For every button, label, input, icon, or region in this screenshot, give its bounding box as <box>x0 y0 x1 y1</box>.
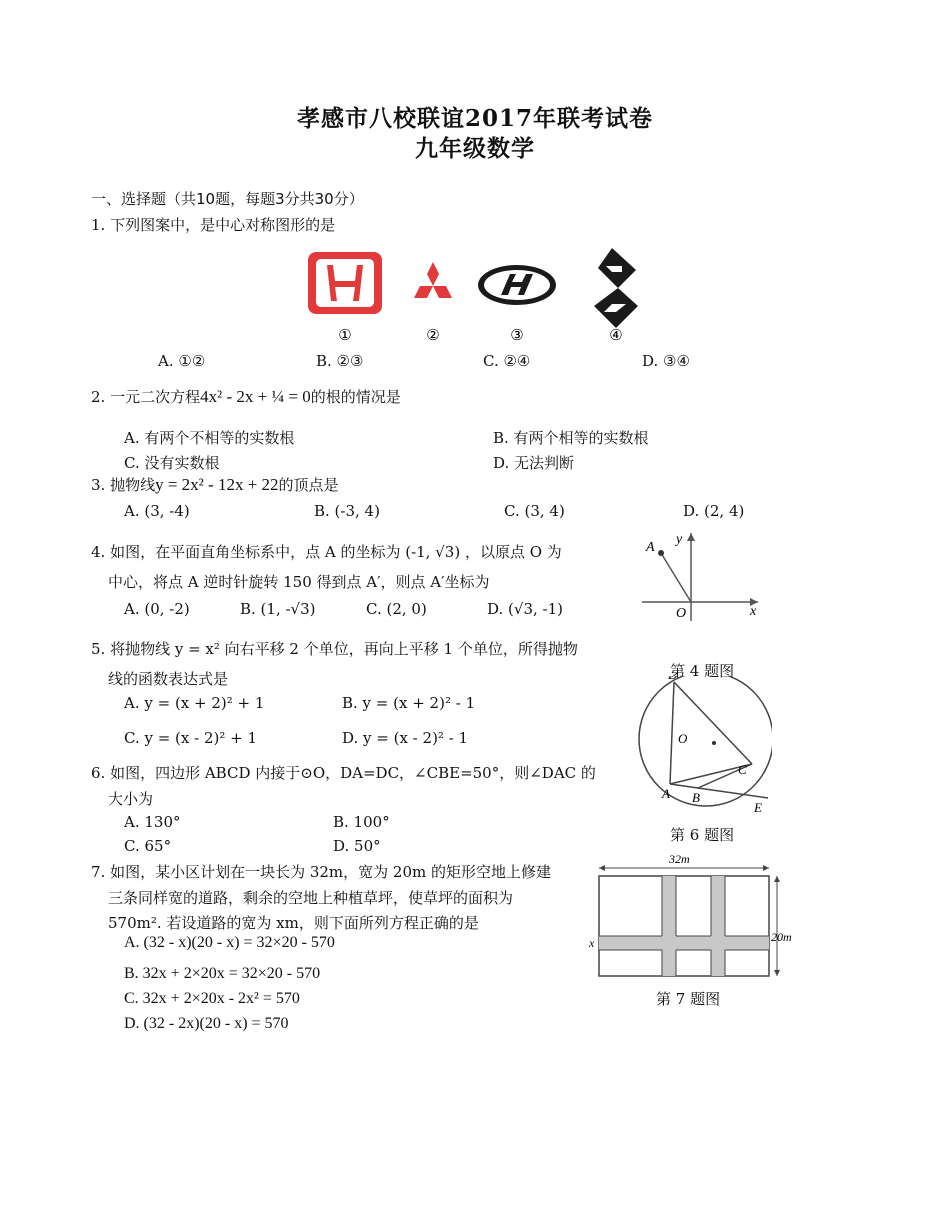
logo-label-2: ② <box>426 328 440 344</box>
question-5-line2: 线的函数表达式是 <box>108 670 229 688</box>
q6-option-d: D. 50° <box>333 837 381 855</box>
exam-subtitle: 九年级数学 <box>415 135 535 162</box>
question-7-line2: 三条同样宽的道路，剩余的空地上种植草坪，使草坪的面积为 <box>108 889 514 907</box>
q2-option-a: A. 有两个不相等的实数根 <box>124 429 295 447</box>
q4-option-a: A. (0, -2) <box>124 600 190 618</box>
q7-option-c: C. 32x + 2×20x - 2x² = 570 <box>124 990 300 1007</box>
question-4-line1: 4. 如图，在平面直角坐标系中，点 A 的坐标为 (-1, √3) ，以原点 O 为 <box>91 543 562 561</box>
q2-option-d: D. 无法判断 <box>493 454 575 472</box>
q1-option-a: A. ①② <box>158 352 206 370</box>
q2-stem-b: 的根的情况是 <box>310 388 401 406</box>
question-6-line1: 6. 如图，四边形 ABCD 内接于⊙O，DA=DC，∠CBE=50°，则∠DAC 的 <box>91 764 596 782</box>
fig4-label-y: y <box>676 532 683 547</box>
q1-option-b: B. ②③ <box>316 352 364 370</box>
q3-option-d: D. (2, 4) <box>683 502 745 520</box>
q4-option-c: C. (2, 0) <box>366 600 427 618</box>
fig4-label-o: O <box>676 606 687 621</box>
q2-stem-a: 2. 一元二次方程 <box>91 388 201 406</box>
fig6-label-a: A <box>662 786 670 801</box>
logo-3-hyundai <box>478 265 556 305</box>
q5-option-c: C. y = (x - 2)² + 1 <box>124 729 258 747</box>
figure-6 <box>632 676 772 816</box>
q3-equation: y = 2x² - 12x + 22 <box>155 475 279 494</box>
logo-label-4: ④ <box>609 328 623 344</box>
q2-option-b: B. 有两个相等的实数根 <box>493 429 649 447</box>
q5-option-d: D. y = (x - 2)² - 1 <box>342 729 469 747</box>
fig6-label-d <box>667 676 678 682</box>
q7-option-a: A. (32 - x)(20 - x) = 32×20 - 570 <box>124 934 335 951</box>
section-heading: 一、选择题（共10题，每题3分共30分） <box>91 190 364 208</box>
figure-7 <box>585 848 800 983</box>
q7-option-d: D. (32 - 2x)(20 - x) = 570 <box>124 1015 289 1032</box>
fig7-label-right: 20m <box>771 930 792 944</box>
figure-7-caption: 第 7 题图 <box>656 990 721 1008</box>
q1-option-c: C. ②④ <box>483 352 531 370</box>
fig4-label-a: A <box>646 540 655 555</box>
q4-option-b: B. (1, -√3) <box>240 600 316 618</box>
figure-4 <box>636 525 766 625</box>
exam-title: 孝感市八校联谊2017年联考试卷 <box>296 105 653 132</box>
question-4-line2: 中心，将点 A 逆时针旋转 150 得到点 A′，则点 A′坐标为 <box>108 573 490 591</box>
fig7-label-left: x <box>589 936 595 950</box>
question-5-line1: 5. 将抛物线 y = x² 向右平移 2 个单位，再向上平移 1 个单位，所得抛物 <box>91 640 578 658</box>
question-7-line1: 7. 如图，某小区计划在一块长为 32m，宽为 20m 的矩形空地上修建 <box>91 863 552 881</box>
q6-option-b: B. 100° <box>333 813 390 831</box>
logo-label-1: ① <box>338 328 352 344</box>
question-7-line3: 570m². 若设道路的宽为 xm，则下面所列方程正确的是 <box>108 914 479 932</box>
q6-option-a: A. 130° <box>124 813 181 831</box>
question-6-line2: 大小为 <box>108 790 154 808</box>
logo-label-3: ③ <box>510 328 524 344</box>
fig6-label-c: C <box>738 762 747 777</box>
fig4-label-x: x <box>750 604 757 619</box>
fig6-label-e: E <box>754 800 762 815</box>
q7-option-b: B. 32x + 2×20x = 32×20 - 570 <box>124 965 321 982</box>
logo-4-diamond <box>594 248 638 328</box>
q3-option-c: C. (3, 4) <box>504 502 565 520</box>
fig7-label-top: 32m <box>669 852 690 866</box>
q3-stem-a: 3. 抛物线 <box>91 476 156 494</box>
question-3-stem <box>91 474 339 495</box>
fig6-label-o: O <box>678 731 688 746</box>
q6-option-c: C. 65° <box>124 837 172 855</box>
fig6-label-b: B <box>692 790 700 805</box>
question-1-stem: 1. 下列图案中，是中心对称图形的是 <box>91 216 336 234</box>
q3-option-b: B. (-3, 4) <box>314 502 380 520</box>
figure-6-caption: 第 6 题图 <box>670 826 735 844</box>
logo-2-mitsubishi <box>414 262 452 298</box>
q3-option-a: A. (3, -4) <box>124 502 190 520</box>
figure-4-caption: 第 4 题图 <box>670 662 735 680</box>
q5-option-a: A. y = (x + 2)² + 1 <box>124 694 265 712</box>
q4-option-d: D. (√3, -1) <box>487 600 563 618</box>
question-1-logos <box>300 248 650 348</box>
q2-option-c: C. 没有实数根 <box>124 454 220 472</box>
q2-equation: 4x² - 2x + ¼ = 0 <box>200 387 311 406</box>
q1-option-d: D. ③④ <box>642 352 690 370</box>
logo-1-honda <box>308 252 382 314</box>
q5-option-b: B. y = (x + 2)² - 1 <box>342 694 476 712</box>
question-2-stem <box>91 386 401 407</box>
q3-stem-b: 的顶点是 <box>278 476 339 494</box>
